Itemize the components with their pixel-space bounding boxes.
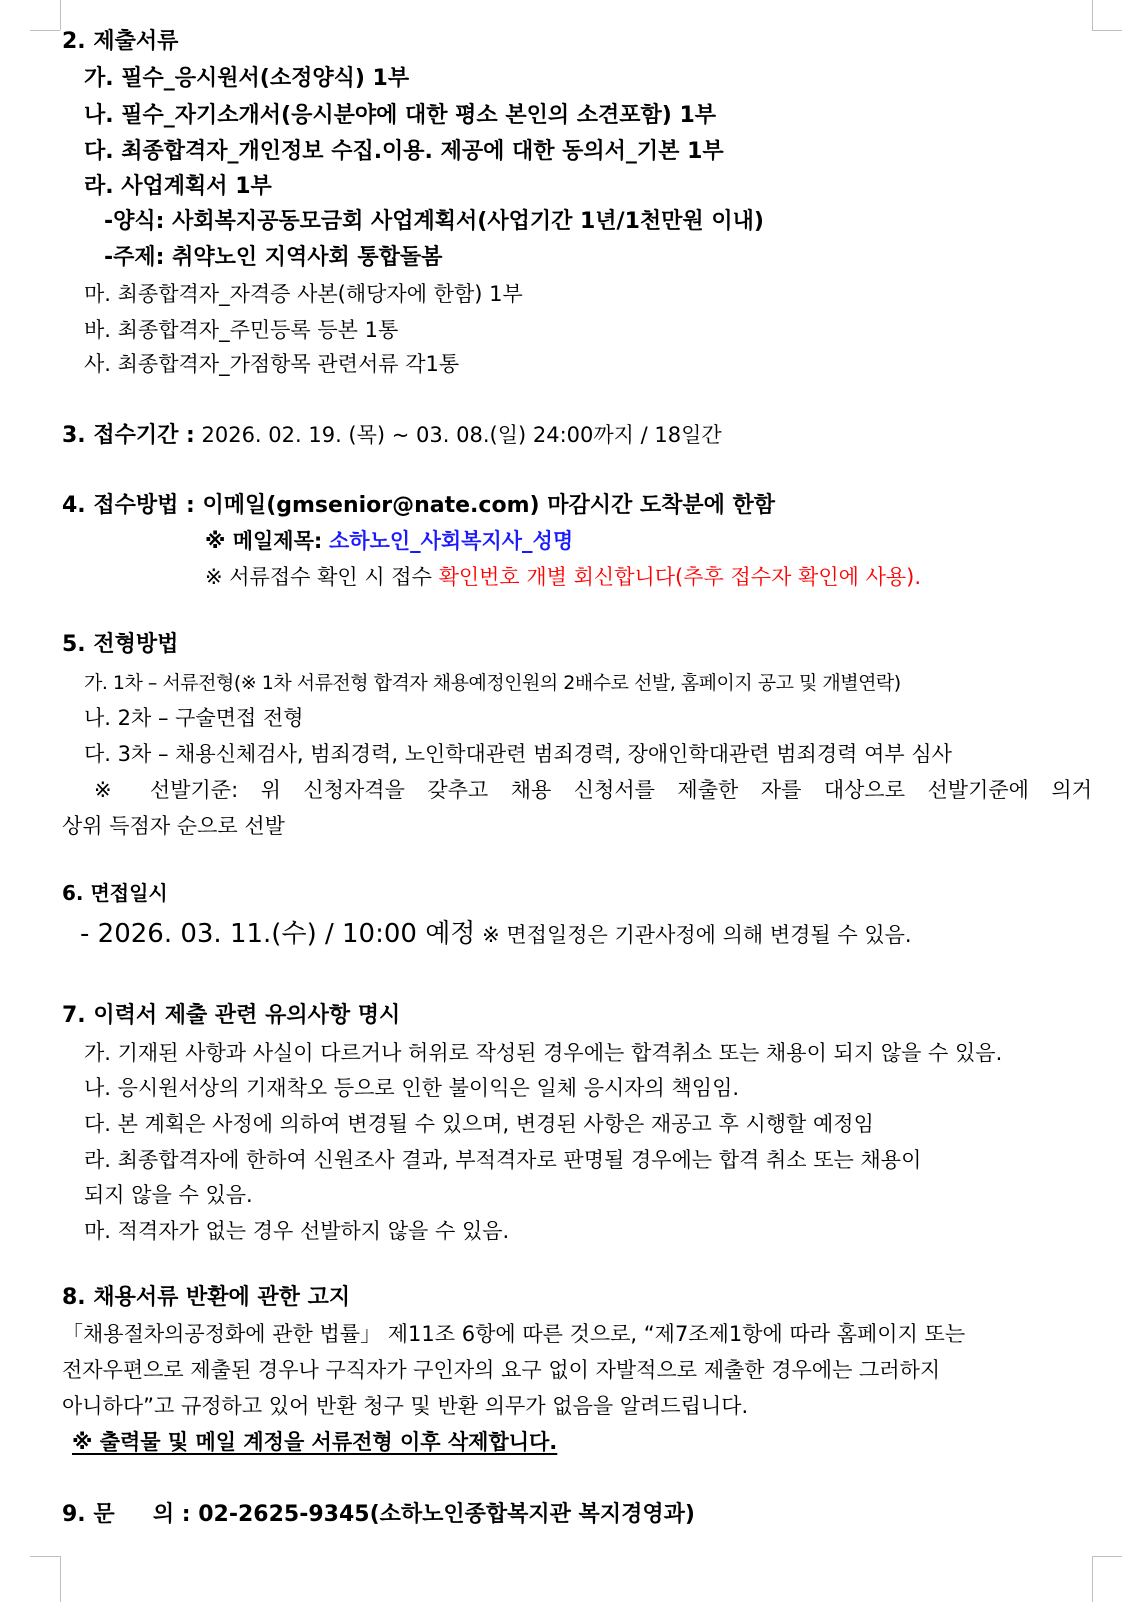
section-9-contact: 9. 문 의 : 02-2625-9345(소하노인종합복지관 복지경영과) — [62, 1502, 695, 1527]
section-3-line — [62, 421, 1115, 451]
corner-mark-top-left — [60, 0, 61, 30]
s5-item-ga: 가. 1차 – 서류전형(※ 1차 서류전형 합격자 채용예정인원의 2배수로 선발, 홈페이지 공고 및 개별연락) — [84, 672, 901, 694]
s2-item-ba: 바. 최종합격자_주민등록 등본 1통 — [84, 318, 399, 342]
s7-line-na: 나. 응시원서상의 기재착오 등으로 인한 불이익은 일체 응시자의 책임임. — [84, 1076, 740, 1100]
s7-line-ra-cont: 되지 않을 수 있음. — [84, 1183, 253, 1207]
s4-mail-subject-line — [205, 527, 1115, 557]
s5-item-da: 다. 3차 – 채용신체검사, 범죄경력, 노인학대관련 범죄경력, 장애인학대관련 범죄경력 여부 심사 — [84, 742, 952, 766]
receipt-note-highlight: 확인번호 개별 회신합니다(추후 접수자 확인에 사용). — [438, 565, 922, 589]
section-2-heading: 2. 제출서류 — [62, 29, 179, 54]
s4-receipt-note-line — [205, 563, 1115, 593]
mail-subject-label: ※ 메일제목: — [205, 529, 323, 553]
s7-line-da: 다. 본 계획은 사정에 의하여 변경될 수 있으며, 변경된 사항은 재공고 후 시행할 예정임 — [84, 1112, 874, 1136]
section-4-heading: 4. 접수방법 : 이메일(gmsenior@nate.com) 마감시간 도착분에 한함 — [62, 493, 776, 518]
interview-date: - 2026. 03. 11.(수) / 10:00 예정 — [80, 919, 476, 949]
s8-line-1: 「채용절차의공정화에 관한 법률」 제11조 6항에 따른 것으로, “제7조제1항에 따라 홈페이지 또는 — [62, 1322, 966, 1346]
s8-line-2: 전자우편으로 제출된 경우나 구직자가 구인자의 요구 없이 자발적으로 제출한 경우에는 그러하지 — [62, 1358, 941, 1382]
s5-item-na: 나. 2차 – 구술면접 전형 — [84, 706, 304, 730]
s8-notice-line — [72, 1428, 1115, 1458]
s2-item-na: 나. 필수_자기소개서(응시분야에 대한 평소 본인의 소견포함) 1부 — [84, 103, 717, 128]
s5-criteria-line1: ※ 선발기준: 위 신청자격을 갖추고 채용 신청서를 제출한 자를 대상으로 선발기준에 의거 — [94, 778, 1092, 802]
s7-line-ma: 마. 적격자가 없는 경우 선발하지 않을 수 있음. — [84, 1219, 510, 1243]
section-3-period: 2026. 02. 19. (목) ~ 03. 08.(일) 24:00까지 / 18일간 — [201, 423, 722, 447]
s2-sub-format: -양식: 사회복지공동모금회 사업계획서(사업기간 1년/1천만원 이내) — [104, 209, 764, 234]
s7-line-ga: 가. 기재된 사항과 사실이 다르거나 허위로 작성된 경우에는 합격취소 또는 채용이 되지 않을 수 있음. — [84, 1041, 1003, 1065]
section-6-heading: 6. 면접일시 — [62, 881, 168, 905]
corner-mark-bottom-left-h — [30, 1556, 60, 1557]
s2-item-ga: 가. 필수_응시원서(소정양식) 1부 — [84, 66, 410, 91]
mail-subject-value: 소하노인_사회복지사_성명 — [328, 529, 574, 553]
s8-line-3: 아니하다”고 규정하고 있어 반환 청구 및 반환 의무가 없음을 알려드립니다. — [62, 1394, 749, 1418]
s8-deletion-notice: ※ 출력물 및 메일 계정을 서류전형 이후 삭제합니다. — [72, 1430, 558, 1454]
s2-item-ra: 라. 사업계획서 1부 — [84, 174, 272, 199]
s7-line-ra: 라. 최종합격자에 한하여 신원조사 결과, 부적격자로 판명될 경우에는 합격 취소 또는 채용이 — [84, 1148, 922, 1172]
corner-mark-top-right — [1092, 0, 1093, 30]
s2-sub-topic: -주제: 취약노인 지역사회 통합돌봄 — [104, 245, 443, 270]
interview-note: ※ 면접일정은 기관사정에 의해 변경될 수 있음. — [482, 923, 912, 947]
corner-mark-bottom-right-h — [1092, 1556, 1122, 1557]
section-7-heading: 7. 이력서 제출 관련 유의사항 명시 — [62, 1003, 401, 1028]
s2-item-da: 다. 최종합격자_개인정보 수집.이용. 제공에 대한 동의서_기본 1부 — [84, 139, 724, 164]
s2-item-ma: 마. 최종합격자_자격증 사본(해당자에 한함) 1부 — [84, 282, 523, 306]
s5-criteria-line2: 상위 득점자 순으로 선발 — [62, 814, 285, 838]
section-3-label: 3. 접수기간 : — [62, 423, 195, 448]
s2-item-sa: 사. 최종합격자_가점항목 관련서류 각1통 — [84, 352, 460, 376]
section-5-heading: 5. 전형방법 — [62, 632, 179, 657]
corner-mark-bottom-right — [1092, 1556, 1093, 1602]
s6-schedule-line — [80, 915, 1115, 955]
section-8-heading: 8. 채용서류 반환에 관한 고지 — [62, 1285, 351, 1310]
corner-mark-top-left-h — [30, 30, 60, 31]
corner-mark-bottom-left — [60, 1556, 61, 1602]
receipt-note-prefix: ※ 서류접수 확인 시 접수 — [205, 565, 432, 589]
